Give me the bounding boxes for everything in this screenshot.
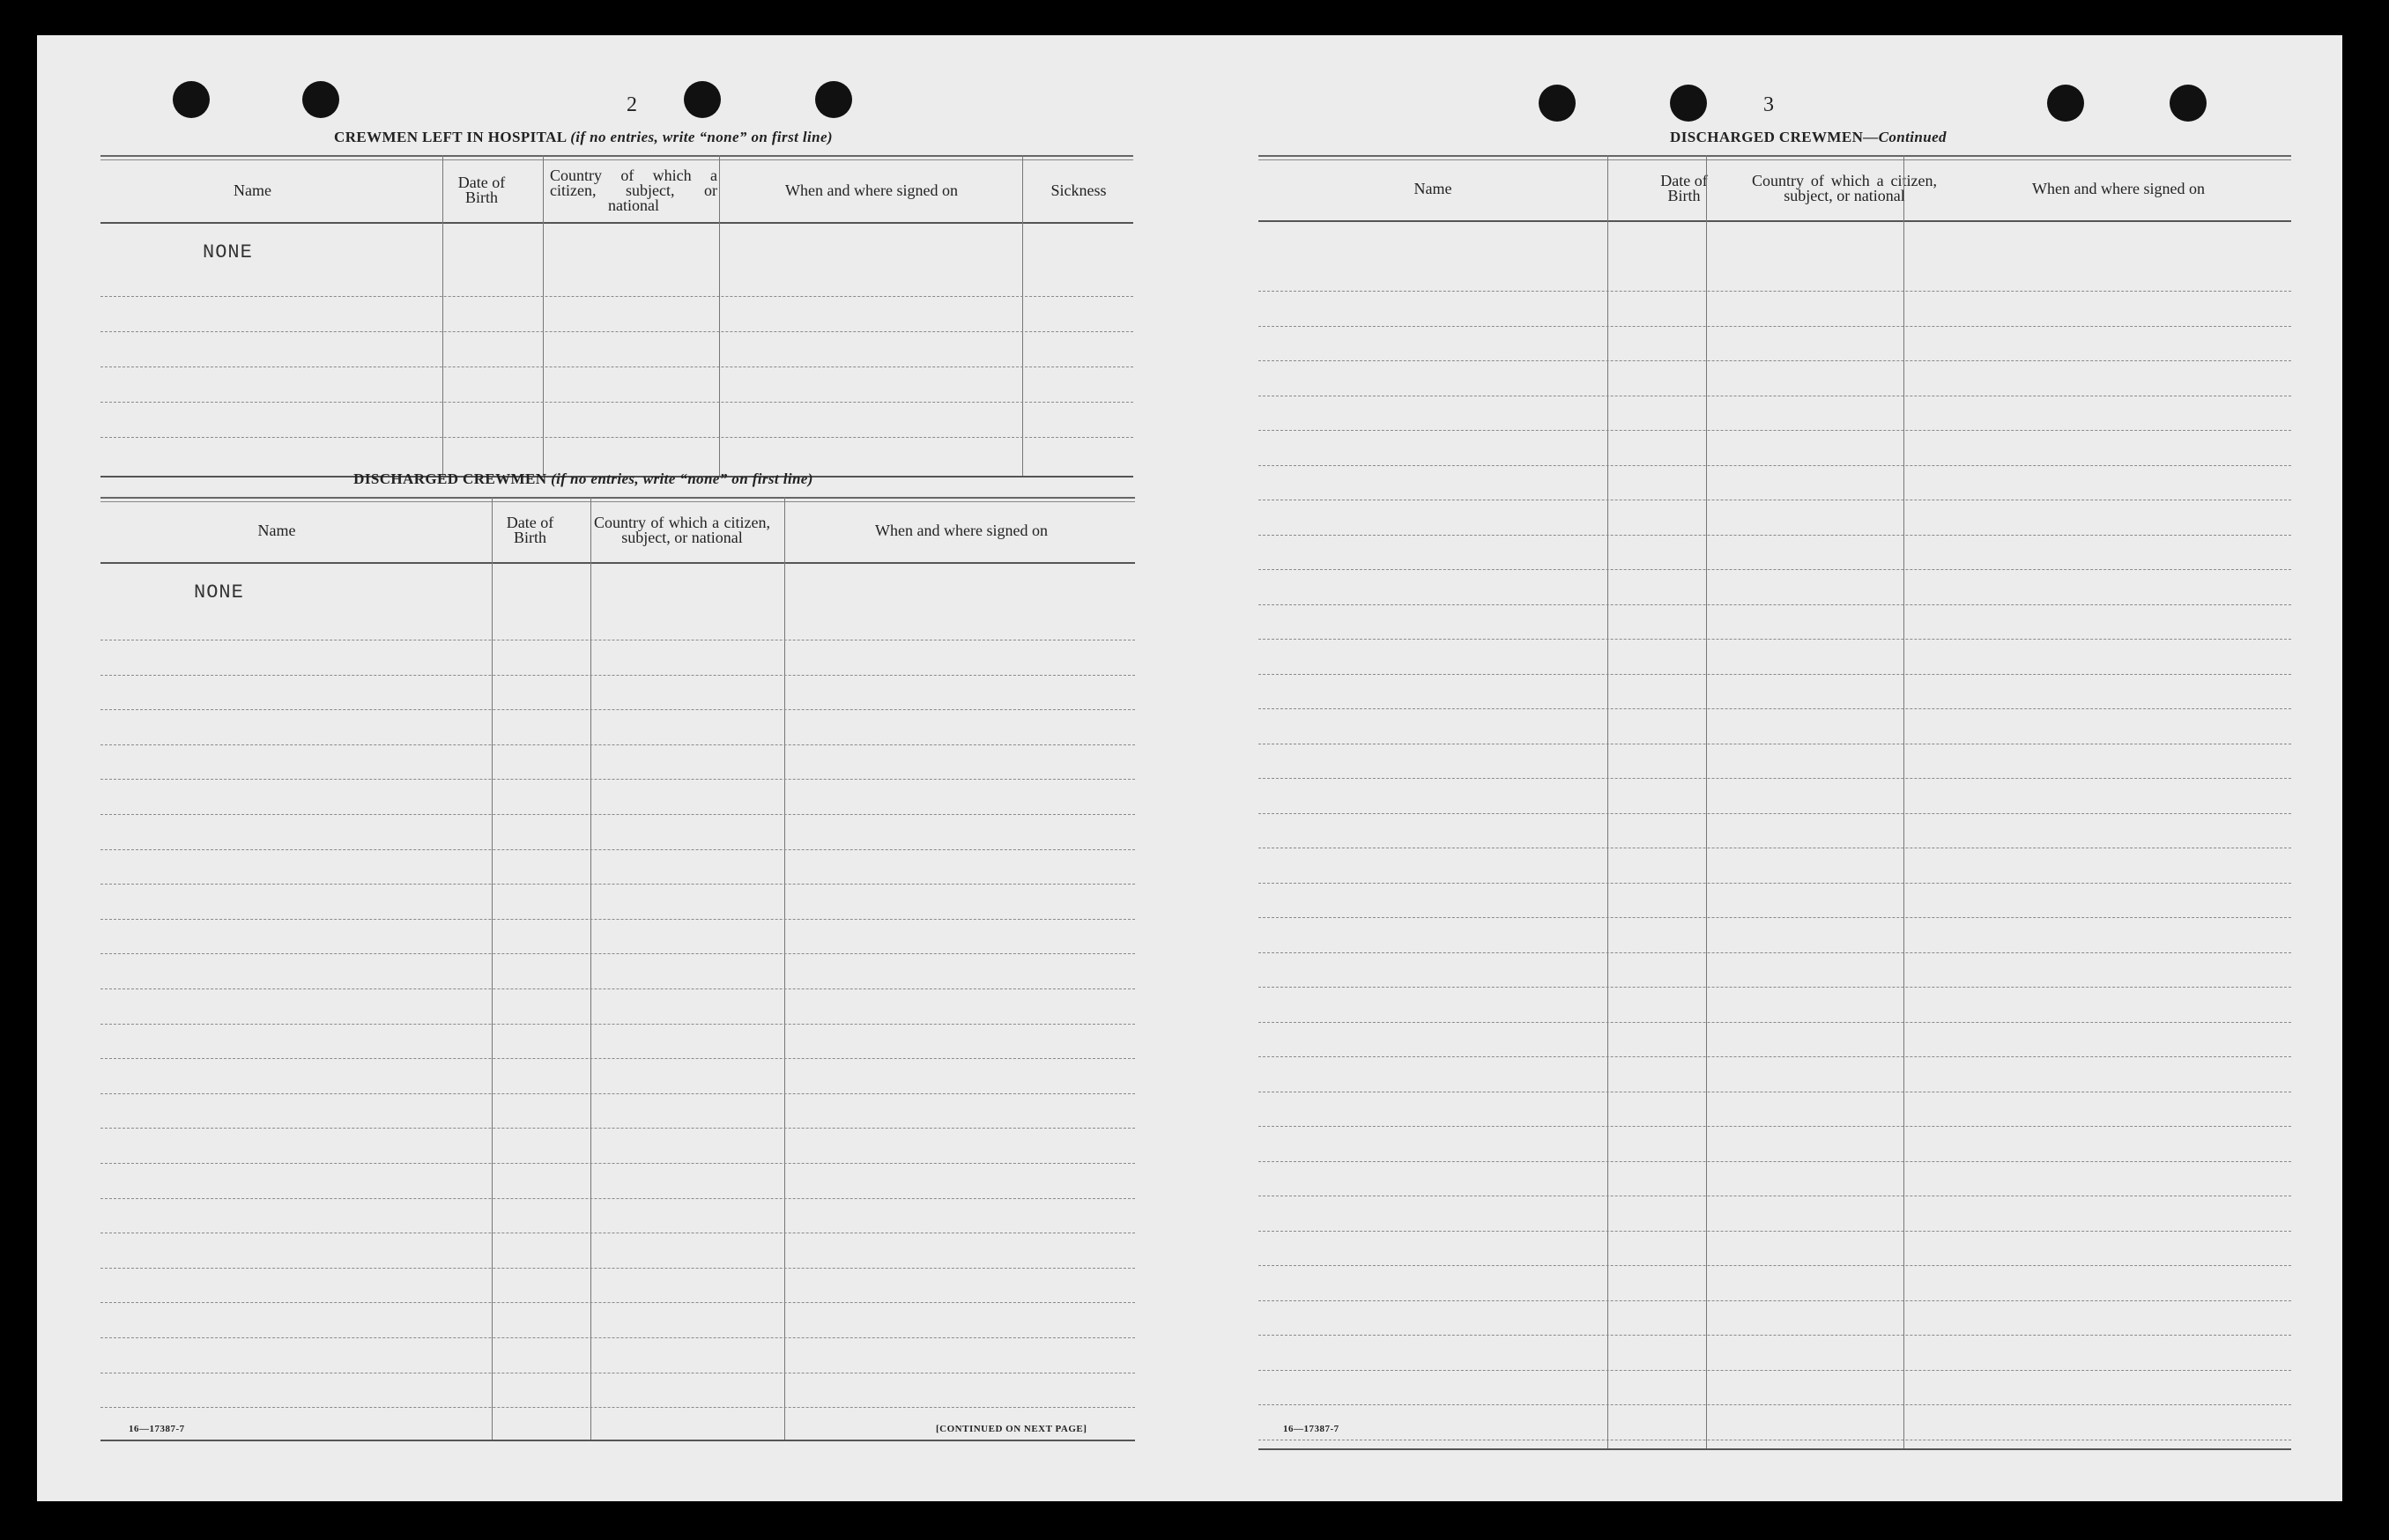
row-line <box>100 953 1135 954</box>
header-bottom-rule <box>100 222 1133 224</box>
table-bottom-rule <box>1258 1448 2291 1450</box>
discharged-instruction: (if no entries, write “none” on first line) <box>551 470 813 487</box>
punch-hole <box>302 81 339 118</box>
row-line <box>1258 569 2291 570</box>
row-line <box>1258 674 2291 675</box>
row-line <box>1258 604 2291 605</box>
header-bottom-rule <box>1258 220 2291 222</box>
col-header-signed-on: When and where signed on <box>785 181 958 199</box>
row-line <box>100 709 1135 710</box>
row-line <box>100 675 1135 676</box>
punch-hole <box>684 81 721 118</box>
row-line <box>1258 1335 2291 1336</box>
discharged-table <box>100 497 1135 1448</box>
hospital-instruction: (if no entries, write “none” on first line) <box>570 129 833 145</box>
row-line <box>1258 1300 2291 1301</box>
table-bottom-rule <box>100 1440 1135 1441</box>
col-header-name: Name <box>1413 179 1452 197</box>
right-title-text: DISCHARGED CREWMEN <box>1670 129 1864 145</box>
row-line <box>100 884 1135 885</box>
col-header-sickness: Sickness <box>1050 181 1107 199</box>
col-header-date-of-birth: Date of Birth <box>506 514 554 546</box>
hospital-section-title <box>99 129 1068 146</box>
row-line <box>1258 883 2291 884</box>
row-line <box>100 402 1133 403</box>
punch-hole <box>173 81 210 118</box>
row-line <box>100 1302 1135 1303</box>
right-section-title <box>1535 129 2081 146</box>
row-line <box>1258 430 2291 431</box>
row-line <box>1258 1265 2291 1266</box>
row-line <box>1258 1370 2291 1371</box>
column-divider <box>492 497 493 1441</box>
row-line <box>100 331 1133 332</box>
col-header-country: Country of which a citizen, subject, or national <box>594 514 770 546</box>
column-divider <box>1706 155 1707 1450</box>
row-line <box>1258 1231 2291 1232</box>
row-line <box>1258 813 2291 814</box>
form-number-left: 16—17387-7 <box>129 1424 185 1434</box>
continued-note: [CONTINUED ON NEXT PAGE] <box>936 1424 1087 1434</box>
row-line <box>1258 1022 2291 1023</box>
column-divider <box>1022 155 1023 478</box>
row-line <box>100 779 1135 780</box>
row-line <box>1258 708 2291 709</box>
form-sheet <box>37 35 2342 1501</box>
form-number-right: 16—17387-7 <box>1283 1424 1339 1434</box>
row-line <box>100 1407 1135 1408</box>
col-header-name: Name <box>257 521 296 539</box>
row-line <box>1258 987 2291 988</box>
discharged-title-text: DISCHARGED CREWMEN <box>353 470 547 487</box>
column-divider <box>543 155 544 478</box>
punch-hole <box>1670 85 1707 122</box>
col-header-name: Name <box>234 181 271 199</box>
discharged-first-entry: NONE <box>194 581 244 603</box>
row-line <box>1258 1126 2291 1127</box>
row-line <box>100 814 1135 815</box>
page-number-right: 3 <box>1763 93 1774 116</box>
col-header-date-of-birth: Date of Birth <box>457 174 506 206</box>
hospital-title-text: CREWMEN LEFT IN HOSPITAL <box>334 129 567 145</box>
row-line <box>1258 639 2291 640</box>
row-line <box>100 1268 1135 1269</box>
column-divider <box>1607 155 1608 1450</box>
column-divider <box>784 497 785 1441</box>
punch-hole <box>1539 85 1576 122</box>
row-line <box>1258 535 2291 536</box>
row-line <box>100 919 1135 920</box>
col-header-country: Country of which a citizen, subject, or national <box>550 166 717 214</box>
row-line <box>100 366 1133 367</box>
column-divider <box>590 497 591 1441</box>
row-line <box>1258 1161 2291 1162</box>
row-line <box>1258 465 2291 466</box>
row-line <box>100 1024 1135 1025</box>
punch-hole <box>2170 85 2207 122</box>
col-header-country: Country of which a citizen, subject, or national <box>1752 172 1937 204</box>
row-line <box>1258 291 2291 292</box>
discharged-section-title <box>99 470 1068 488</box>
column-divider <box>719 155 720 478</box>
row-line <box>100 1093 1135 1094</box>
punch-hole <box>2047 85 2084 122</box>
row-line <box>1258 917 2291 918</box>
row-line <box>1258 360 2291 361</box>
row-line <box>100 744 1135 745</box>
row-line <box>100 1337 1135 1338</box>
row-line <box>1258 952 2291 953</box>
page-number-left: 2 <box>627 93 637 116</box>
punch-hole <box>815 81 852 118</box>
row-line <box>100 1058 1135 1059</box>
row-line <box>1258 778 2291 779</box>
right-discharged-table <box>1258 155 2291 1459</box>
row-line <box>100 437 1133 438</box>
row-line <box>100 1163 1135 1164</box>
row-line <box>1258 1056 2291 1057</box>
row-line <box>1258 326 2291 327</box>
table-top-rule <box>100 497 1135 502</box>
row-line <box>100 849 1135 850</box>
column-divider <box>442 155 443 478</box>
row-line <box>100 296 1133 297</box>
table-top-rule <box>100 155 1133 160</box>
col-header-signed-on: When and where signed on <box>2032 179 2205 197</box>
row-line <box>1258 1404 2291 1405</box>
header-bottom-rule <box>100 562 1135 564</box>
row-line <box>100 988 1135 989</box>
right-title-suffix: —Continued <box>1863 129 1947 145</box>
col-header-date-of-birth: Date of Birth <box>1660 172 1708 204</box>
hospital-first-entry: NONE <box>203 241 253 263</box>
row-line <box>100 1198 1135 1199</box>
table-top-rule <box>1258 155 2291 160</box>
column-divider <box>1903 155 1904 1450</box>
row-line <box>100 1128 1135 1129</box>
hospital-table <box>100 155 1133 483</box>
col-header-signed-on: When and where signed on <box>875 521 1048 539</box>
